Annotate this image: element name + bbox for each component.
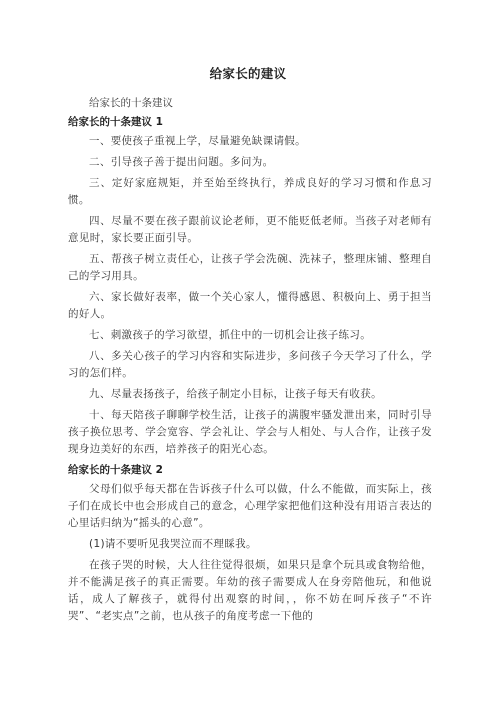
- advice-item-7: 七、刺激孩子的学习欲望，抓住中的一切机会让孩子练习。: [89, 329, 372, 341]
- document-body: [68, 95, 432, 629]
- section2-point-1-text: 在孩子哭的时候，大人往往觉得很烦，如果只是拿个玩具或食物给他，并不能满足孩子的真正需要。年幼的孩子需要成人在身旁陪他玩，和他说话，成人了解孩子，就得付出观察的时间，，你不妨在呵斥孩子“不许哭”、“老实点”之前，也从孩子的角度考虑一下他的: [68, 559, 432, 622]
- advice-item-5: 五、帮孩子树立责任心，让孩子学会洗碗、洗袜子，整理床铺、整理自己的学习用具。: [68, 253, 432, 282]
- advice-item-1: 一、要使孩子重视上学，尽量避免缺课请假。: [89, 135, 306, 147]
- advice-item-3: 三、定好家庭规矩，并至始至终执行，养成良好的学习习惯和作息习惯。: [68, 177, 432, 206]
- section-heading-2: 给家长的十条建议 2: [68, 464, 163, 476]
- advice-item-9: 九、尽量表扬孩子，给孩子制定小目标，让孩子每天有收获。: [89, 388, 382, 400]
- advice-item-8: 八、多关心孩子的学习内容和实际进步，多问孩子今天学习了什么，学习的怎们样。: [68, 350, 432, 379]
- advice-item-10: 十、每天陪孩子聊聊学校生活，让孩子的满腹牢骚发泄出来，同时引导孩子换位思考、学会宽容、学会礼让、学会与人相处、与人合作，让孩子发现身边美好的东西，培养孩子的阳光心态。: [68, 409, 432, 455]
- advice-item-2: 二、引导孩子善于提出问题。多问为。: [89, 156, 274, 168]
- document-title: 给家长的建议: [209, 66, 287, 81]
- advice-item-6: 六、家长做好表率，做一个关心家人，懂得感恩、积极向上、勇于担当的好人。: [68, 291, 432, 320]
- section2-intro-paragraph: 父母们似乎每天都在告诉孩子什么可以做，什么不能做，而实际上，孩子们在成长中也会形成自己的意念，心理学家把他们这种没有用语言表达的心里话归纳为“摇头的心意”。: [68, 483, 432, 529]
- document-subtitle: 给家长的十条建议: [89, 97, 173, 109]
- section-heading-1: 给家长的十条建议 1: [68, 116, 163, 128]
- advice-item-4: 四、尽量不要在孩子跟前议论老师，更不能贬低老师。当孩子对老师有意见时，家长要正面引导。: [68, 215, 432, 244]
- section2-point-1: (1)请不要听见我哭泣而不理睬我。: [89, 538, 257, 550]
